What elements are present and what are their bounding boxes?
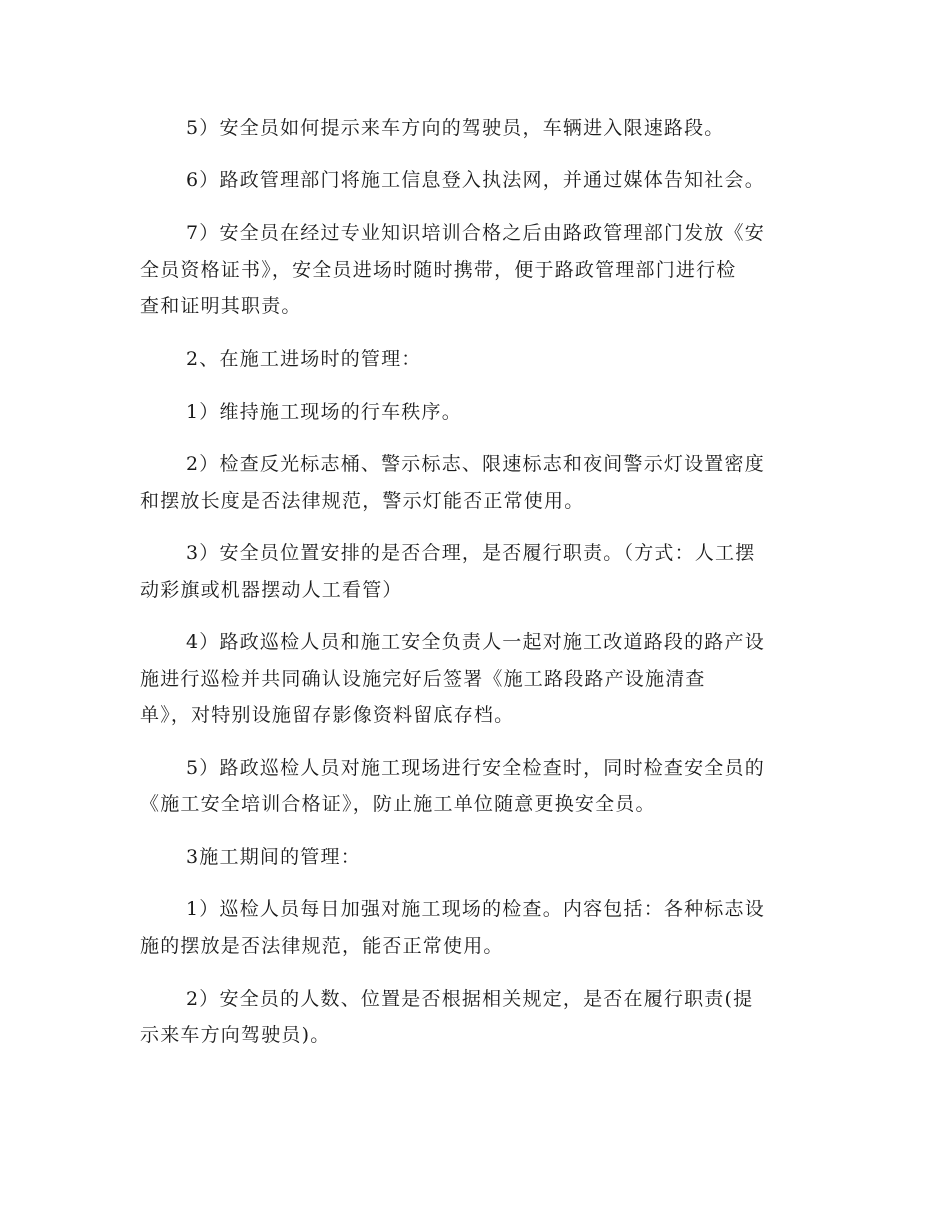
paragraph-line: 5）路政巡检人员对施工现场进行安全检查时，同时检查安全员的 xyxy=(186,757,765,779)
section-heading: 2、在施工进场时的管理： xyxy=(186,348,422,370)
paragraph-line: 6）路政管理部门将施工信息登入执法网，并通过媒体告知社会。 xyxy=(186,169,765,191)
paragraph-line: 3）安全员位置安排的是否合理，是否履行职责。（方式：人工摆 xyxy=(186,542,756,564)
section-heading: 3施工期间的管理： xyxy=(186,846,361,868)
paragraph-line: 1）巡检人员每日加强对施工现场的检查。内容包括：各种标志设 xyxy=(186,898,765,920)
paragraph-line: 1）维持施工现场的行车秩序。 xyxy=(186,401,462,423)
paragraph-line: 《施工安全培训合格证》，防止施工单位随意更换安全员。 xyxy=(140,793,656,815)
paragraph-line: 全员资格证书》，安全员进场时随时携带，便于路政管理部门进行检 xyxy=(140,259,737,281)
paragraph-line: 施的摆放是否法律规范，能否正常使用。 xyxy=(140,935,504,957)
paragraph-line: 4）路政巡检人员和施工安全负责人一起对施工改道路段的路产设 xyxy=(186,631,765,653)
paragraph-line: 2）检查反光标志桶、警示标志、限速标志和夜间警示灯设置密度 xyxy=(186,453,765,475)
paragraph-line: 示来车方向驾驶员)。 xyxy=(140,1024,331,1046)
paragraph-line: 施进行巡检并共同确认设施完好后签署《施工路段路产设施清查 xyxy=(140,668,706,690)
paragraph-line: 5）安全员如何提示来车方向的驾驶员，车辆进入限速路段。 xyxy=(186,117,725,139)
paragraph-line: 单》，对特别设施留存影像资料留底存档。 xyxy=(140,704,515,726)
paragraph-line: 和摆放长度是否法律规范，警示灯能否正常使用。 xyxy=(140,490,585,512)
paragraph-line: 7）安全员在经过专业知识培训合格之后由路政管理部门发放《安 xyxy=(186,222,765,244)
paragraph-line: 动彩旗或机器摆动人工看管） xyxy=(140,579,403,601)
paragraph-line: 2）安全员的人数、位置是否根据相关规定，是否在履行职责(提 xyxy=(186,988,754,1010)
paragraph-line: 查和证明其职责。 xyxy=(140,295,302,317)
